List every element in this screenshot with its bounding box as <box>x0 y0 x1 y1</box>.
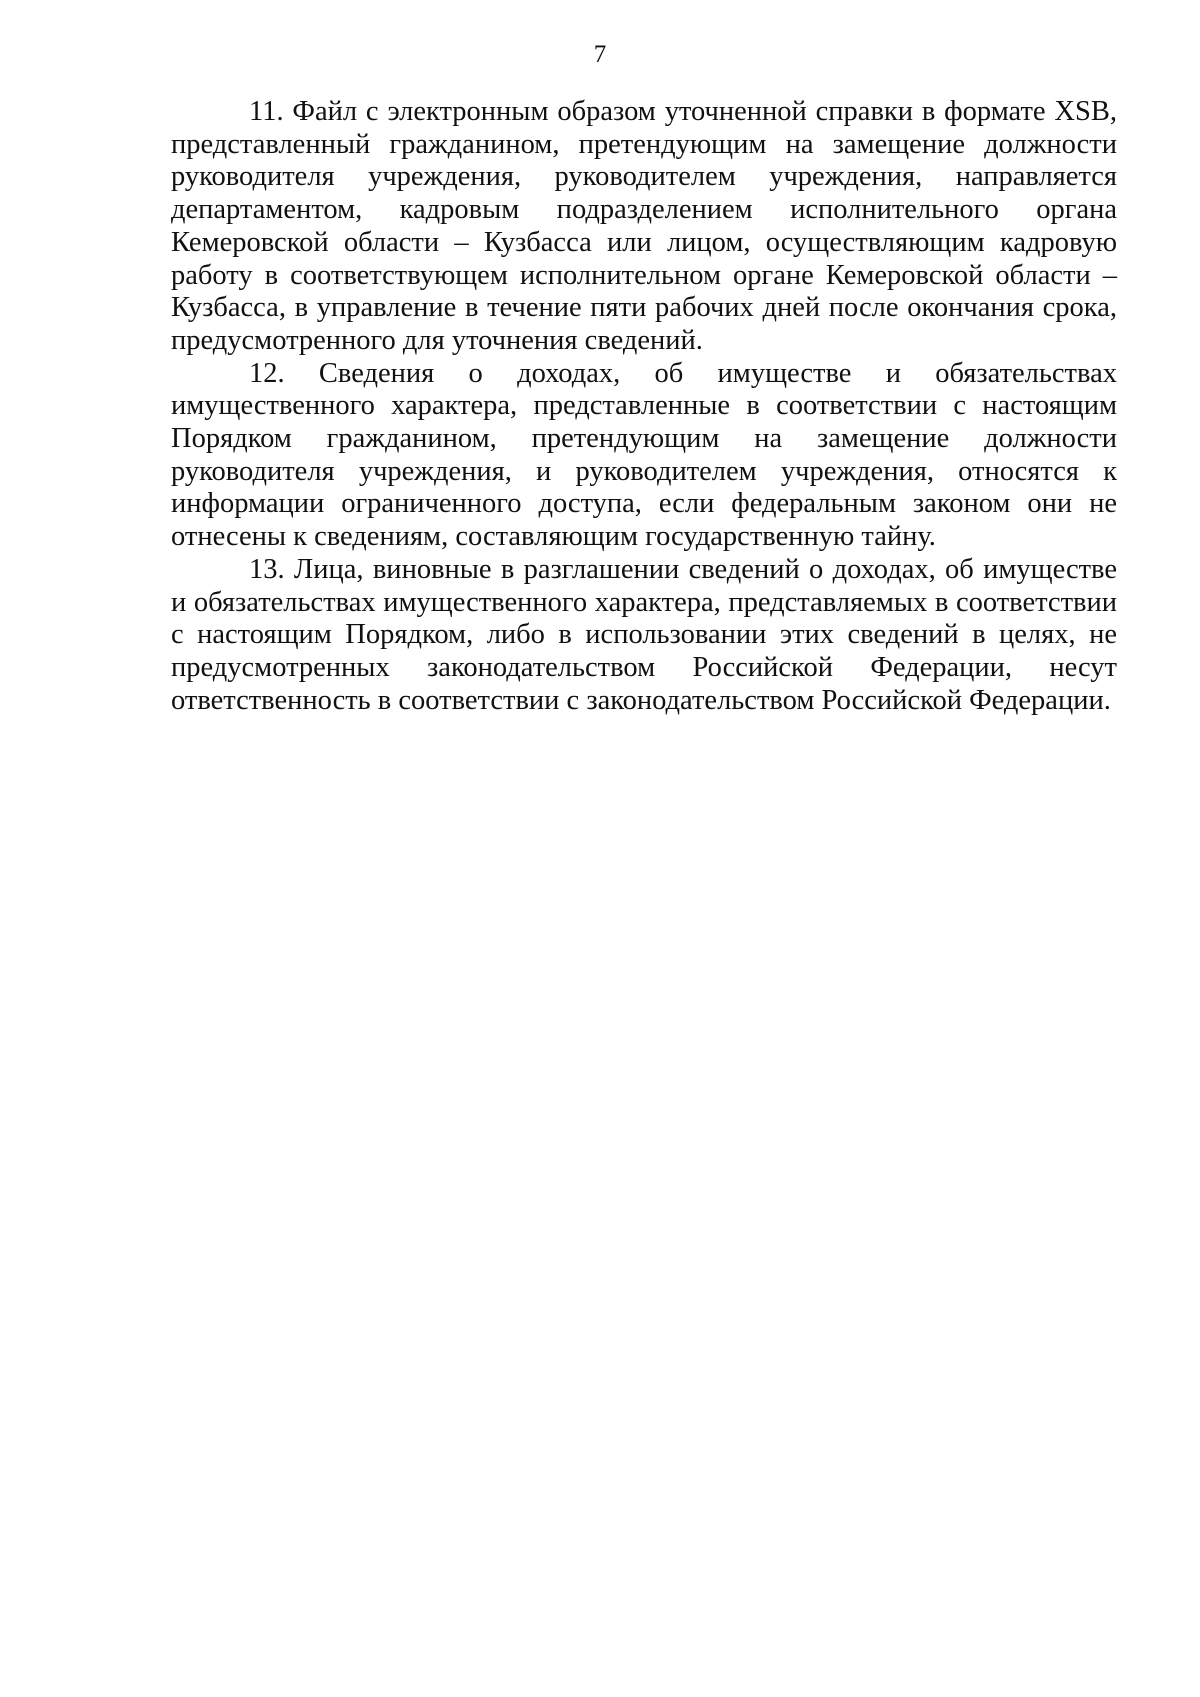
paragraph-13: 13. Лица, виновные в разглашении сведений о доходах, об имуществе и обязательствах имущественного характера, представляемых в соответствии с настоящим Порядком, либо в использовании этих сведений в целях, не предусмотренных законодательством Российской Федерации, несут ответственность в соответствии с законодательством Российской Федерации. <box>171 553 1117 716</box>
document-body <box>171 96 1117 717</box>
paragraph-11: 11. Файл с электронным образом уточненной справки в формате XSB, представленный гражданином, претендующим на замещение должности руководителя учреждения, руководителем учреждения, направляется департаментом, кадровым подразделением исполнительного органа Кемеровской области – Кузбасса или лицом, осуществляющим кадровую работу в соответствующем исполнительном органе Кемеровской области – Кузбасса, в управление в течение пяти рабочих дней после окончания срока, предусмотренного для уточнения сведений. <box>171 96 1117 356</box>
paragraph-12: 12. Сведения о доходах, об имуществе и обязательствах имущественного характера, представленные в соответствии с настоящим Порядком гражданином, претендующим на замещение должности руководителя учреждения, и руководителем учреждения, относятся к информации ограниченного доступа, если федеральным законом они не отнесены к сведениям, составляющим государственную тайну. <box>171 357 1117 553</box>
page-number: 7 <box>593 41 607 68</box>
